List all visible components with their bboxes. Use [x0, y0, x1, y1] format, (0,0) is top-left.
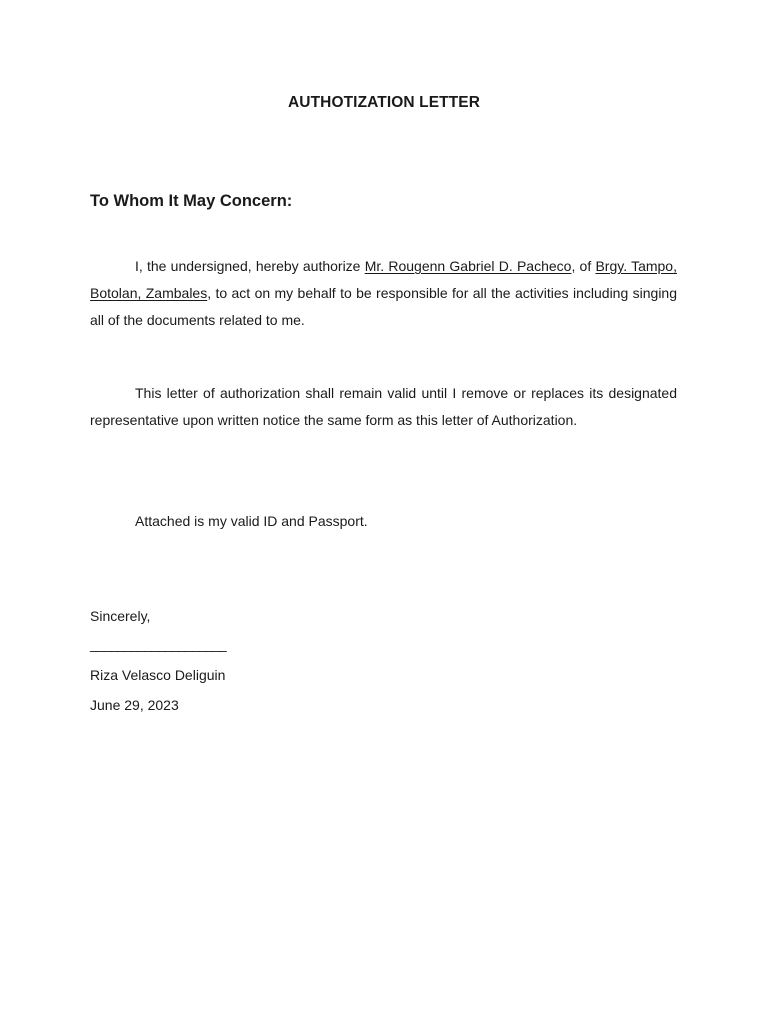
paragraph-attachments: Attached is my valid ID and Passport.: [135, 513, 368, 529]
paragraph-validity: This letter of authorization shall remain valid until I remove or replaces its designated representative upon written notice the same form as this letter of Authorization.: [90, 385, 677, 428]
paragraph-intro-text: I, the undersigned, hereby authorize: [135, 258, 365, 274]
letter-title: AUTHOTIZATION LETTER: [288, 94, 480, 111]
signature-line: ____________________: [90, 636, 226, 652]
paragraph-rest-text: , to act on my behalf to be responsible for all the activities including singing all of the documents related to me.: [90, 285, 677, 328]
letter-date: June 29, 2023: [90, 697, 179, 713]
authorized-person-address: Brgy. Tampo, Botolan, Zambales: [90, 258, 677, 301]
signer-name: Riza Velasco Deliguin: [90, 667, 226, 683]
authorized-person-name: Mr. Rougenn Gabriel D. Pacheco: [364, 258, 572, 274]
paragraph-separator-text: , of: [571, 258, 596, 274]
paragraph-authorization: [90, 253, 677, 334]
salutation: To Whom It May Concern:: [90, 192, 293, 210]
closing-text: Sincerely,: [90, 608, 151, 624]
